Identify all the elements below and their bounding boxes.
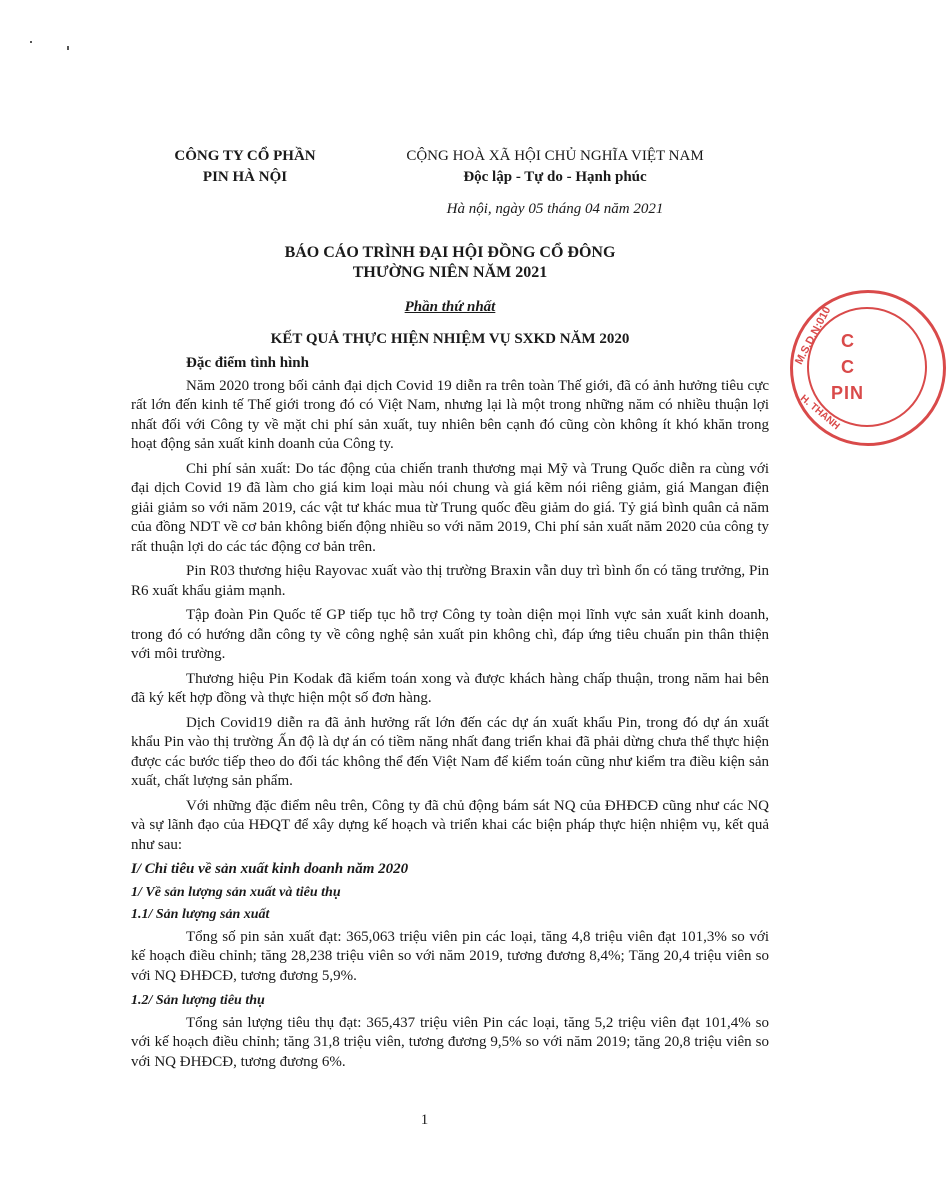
features-heading: Đặc điểm tình hình <box>186 355 309 371</box>
paragraph-consumption: Tổng sản lượng tiêu thụ đạt: 365,437 triệu viên Pin các loại, tăng 5,2 triệu viên đạt 101,4% so với kế hoạch điều chỉnh; tăng 31,8 triệu viên, tương đương 9,5% so với năm 2019; tăng 20,8 triệu viên so với NQ ĐHĐCĐ, tương đương 6%. <box>131 1014 769 1070</box>
paragraph-3: Pin R03 thương hiệu Rayovac xuất vào thị trường Braxin vẫn duy trì bình ổn có tăng trưởng, Pin R6 xuất khẩu giảm mạnh. <box>131 563 769 599</box>
company-name-block <box>150 146 340 188</box>
seal-text-line1: C <box>841 331 855 351</box>
paragraph-2: Chi phí sản xuất: Do tác động của chiến tranh thương mại Mỹ và Trung Quốc diễn ra cùng với đại dịch Covid 19 đã làm cho giá kim loại màu nói chung và giá kẽm nói riêng giảm, giá Mangan điện giải giảm so với năm 2019, các vật tư khác mua từ Trung quốc đều giảm do giá. Tỷ giá bình quân cả năm của đồng NDT về cơ bản không biến động nhiều so với năm 2019, Chi phí sản xuất năm 2020 của công ty rất thuận lợi do các tác động cơ bản trên. <box>131 460 769 555</box>
national-name: CỘNG HOÀ XÃ HỘI CHỦ NGHĨA VIỆT NAM <box>406 148 704 164</box>
document-title-line1: BÁO CÁO TRÌNH ĐẠI HỘI ĐỒNG CỔ ĐÔNG <box>284 244 616 261</box>
company-name-line2: PIN HÀ NỘI <box>202 169 288 185</box>
heading-1: 1/ Về sản lượng sản xuất và tiêu thụ <box>131 884 341 900</box>
seal-text-line3: PIN <box>831 383 865 403</box>
seal-text-line2: C <box>841 357 855 377</box>
paragraph-production: Tổng số pin sản xuất đạt: 365,063 triệu viên pin các loại, tăng 4,8 triệu viên đạt 101,3% so với kế hoạch điều chỉnh; tăng 28,238 triệu viên so với năm 2019, tương đương 8,4%; Tăng 20,4 triệu viên so với NQ ĐHĐCĐ, tương đương 5,9%. <box>131 928 769 984</box>
document-body <box>131 354 769 1077</box>
section-title: KẾT QUẢ THỰC HIỆN NHIỆM VỤ SXKD NĂM 2020 <box>270 331 630 347</box>
scan-speck <box>67 46 69 50</box>
document-date: Hà nội, ngày 05 tháng 04 năm 2021 <box>446 201 664 217</box>
paragraph-1: Năm 2020 trong bối cảnh đại dịch Covid 19 diễn ra trên toàn Thế giới, đã có ảnh hưởng tiêu cực rất lớn đến kinh tế Thế giới trong đó có Việt Nam, nhưng lại là một trong những năm có nhiều thuận lợi nhất đối với Công ty về mặt chi phí sản xuất, tuy nhiên bên cạnh đó cũng còn không ít khó khăn trong hoạt động sản xuất kinh doanh của Công ty. <box>131 377 769 452</box>
company-seal <box>790 290 946 446</box>
paragraph-4: Tập đoàn Pin Quốc tế GP tiếp tục hỗ trợ Công ty toàn diện mọi lĩnh vực sản xuất kinh doanh, trong đó có hướng dẫn công ty về công nghệ sản xuất pin không chì, đáp ứng tiêu chuẩn pin thân thiện với môi trường. <box>131 607 769 662</box>
seal-ring-text: M.S.D.N:010 <box>793 304 834 367</box>
scan-speck <box>30 41 32 43</box>
heading-1-2: 1.2/ Sản lượng tiêu thụ <box>131 993 265 1008</box>
document-title <box>220 243 680 283</box>
page-number: 1 <box>420 1112 429 1128</box>
heading-1-1: 1.1/ Sản lượng sản xuất <box>131 907 270 922</box>
paragraph-7: Với những đặc điểm nêu trên, Công ty đã chủ động bám sát NQ của ĐHĐCĐ cũng như các NQ và sự lãnh đạo của HĐQT để xây dựng kế hoạch và triển khai các biện pháp thực hiện nhiệm vụ, kết quả như sau: <box>131 797 769 853</box>
document-title-line2: THƯỜNG NIÊN NĂM 2021 <box>352 264 548 281</box>
paragraph-5: Thương hiệu Pin Kodak đã kiểm toán xong và được khách hàng chấp thuận, trong năm hai bên đã ký kết hợp đồng và thực hiện một số đơn hàng. <box>131 670 769 706</box>
paragraph-6: Dịch Covid19 diễn ra đã ảnh hưởng rất lớn đến các dự án xuất khẩu Pin, trong đó dự án xuất khẩu Pin vào thị trường Ấn độ là dự án có tiềm năng nhất đang triển khai đã phải dừng chưa thể thực hiện được các bước tiếp theo do đối tác không thể đến Việt Nam để kiểm toán cũng như kiểm tra điều kiện sản xuất, chất lượng sản phẩm. <box>131 714 769 789</box>
national-motto-block <box>400 146 710 188</box>
national-motto: Độc lập - Tự do - Hạnh phúc <box>463 169 647 185</box>
company-name-line1: CÔNG TY CỔ PHẦN <box>174 148 316 164</box>
heading-I: I/ Chỉ tiêu về sản xuất kinh doanh năm 2020 <box>131 861 409 877</box>
part-heading: Phần thứ nhất <box>404 299 496 315</box>
seal-bottom-text: H. THANH <box>797 393 842 433</box>
